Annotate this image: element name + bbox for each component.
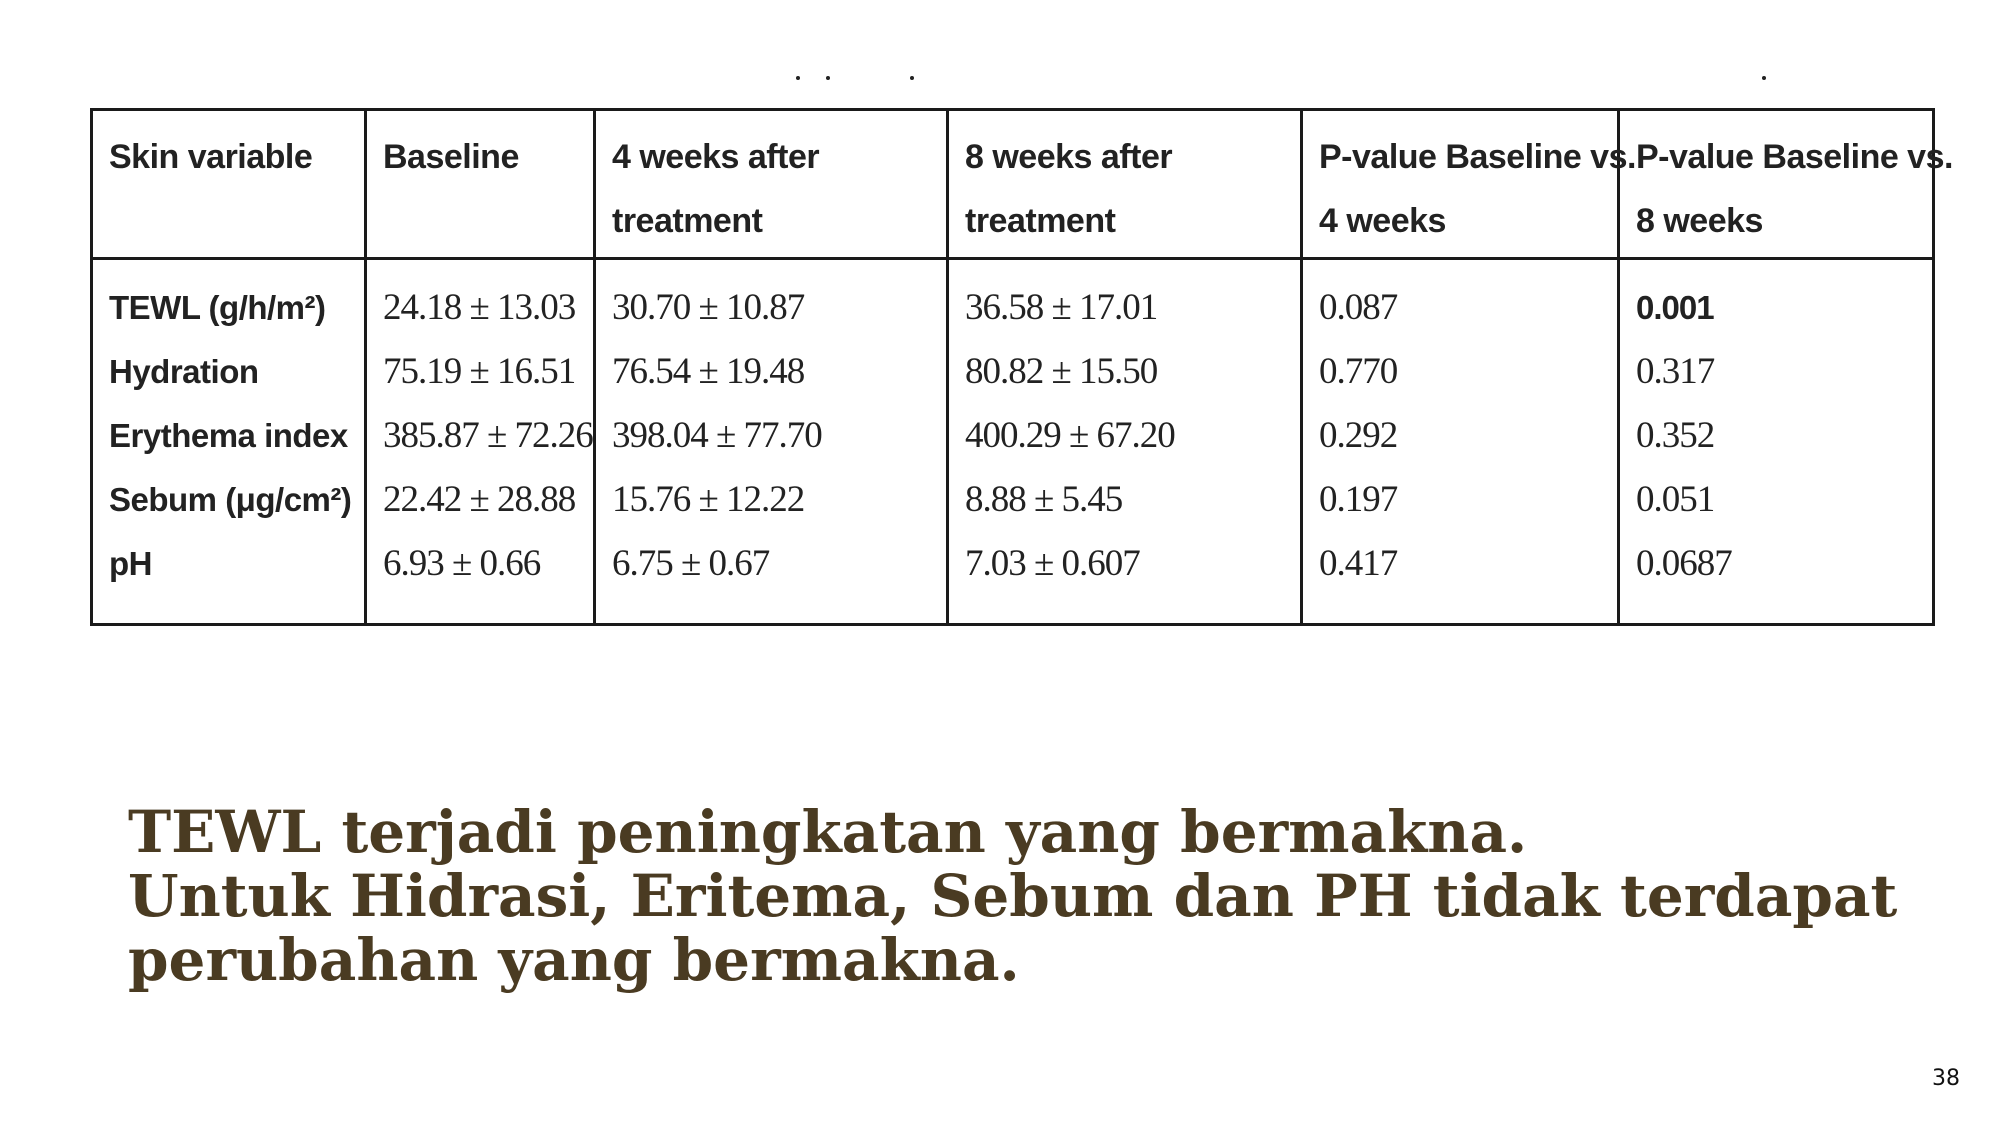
table-cell: 7.03 ± 0.607 [965, 543, 1140, 584]
table-cell: 76.54 ± 19.48 [612, 351, 805, 392]
table-cell: 0.317 [1636, 351, 1715, 392]
header-text: P-value Baseline vs. [1636, 138, 1953, 176]
header-text: P-value Baseline vs. [1319, 138, 1636, 176]
speck [910, 76, 914, 80]
header-p-value-4-weeks [1302, 110, 1636, 259]
table-cell: 0.352 [1636, 415, 1715, 456]
header-text: 4 weeks [1319, 202, 1446, 240]
header-text: treatment [612, 202, 763, 240]
table-cell: 0.197 [1319, 479, 1398, 520]
header-baseline [366, 110, 595, 259]
variable-tewl: TEWL (g/h/m²) [109, 289, 326, 326]
page-number: 38 [1932, 1066, 1960, 1091]
header-text: 4 weeks after [612, 138, 820, 176]
caption-line-1: TEWL terjadi peningkatan yang bermakna. [128, 798, 1528, 866]
header-4-weeks [595, 110, 948, 259]
table-cell: 400.29 ± 67.20 [965, 415, 1175, 456]
variable-erythema: Erythema index [109, 417, 348, 454]
header-text: Skin variable [109, 138, 313, 176]
column-p-value-8-weeks [1619, 259, 1934, 625]
header-8-weeks [948, 110, 1302, 259]
column-skin-variable [92, 259, 366, 625]
table-cell: 22.42 ± 28.88 [383, 479, 576, 520]
table-cell: 398.04 ± 77.70 [612, 415, 822, 456]
table-cell: 36.58 ± 17.01 [965, 287, 1158, 328]
scan-artifacts [0, 76, 2000, 86]
speck [1762, 76, 1766, 80]
table-cell: 6.93 ± 0.66 [383, 543, 541, 584]
header-text: 8 weeks [1636, 202, 1763, 240]
caption-line-2: Untuk Hidrasi, Eritema, Sebum dan PH tidak terdapat [128, 862, 1898, 930]
table-cell: 385.87 ± 72.26 [383, 415, 593, 456]
table-cell: 0.417 [1319, 543, 1398, 584]
results-table-image [90, 108, 1953, 626]
caption-line-3: perubahan yang bermakna. [128, 926, 1020, 994]
speck [826, 76, 830, 80]
header-text: 8 weeks after [965, 138, 1173, 176]
table-cell: 0.770 [1319, 351, 1398, 392]
table-cell: 15.76 ± 12.22 [612, 479, 805, 520]
column-8-weeks [948, 259, 1302, 625]
table-cell: 6.75 ± 0.67 [612, 543, 770, 584]
table-cell: 0.292 [1319, 415, 1398, 456]
table-cell: 0.087 [1319, 287, 1398, 328]
skin-variables-table [90, 108, 1953, 626]
table-cell: 30.70 ± 10.87 [612, 287, 805, 328]
table-header-row [92, 110, 1934, 259]
column-baseline [366, 259, 595, 625]
variable-ph: pH [109, 545, 152, 582]
table-cell: 8.88 ± 5.45 [965, 479, 1123, 520]
header-skin-variable [92, 110, 366, 259]
table-body-row [92, 259, 1934, 625]
speck [796, 76, 800, 80]
table-cell: 24.18 ± 13.03 [383, 287, 576, 328]
table-cell: 75.19 ± 16.51 [383, 351, 576, 392]
column-4-weeks [595, 259, 948, 625]
table-cell: 80.82 ± 15.50 [965, 351, 1158, 392]
significant-p-value: 0.001 [1636, 289, 1714, 326]
variable-sebum: Sebum (μg/cm²) [109, 481, 352, 518]
slide-caption [128, 800, 1928, 992]
variable-hydration: Hydration [109, 353, 259, 390]
column-p-value-4-weeks [1302, 259, 1619, 625]
table-cell: 0.051 [1636, 479, 1715, 520]
header-text: Baseline [383, 138, 519, 176]
table-cell: 0.0687 [1636, 543, 1732, 584]
header-p-value-8-weeks [1619, 110, 1953, 259]
header-text: treatment [965, 202, 1116, 240]
